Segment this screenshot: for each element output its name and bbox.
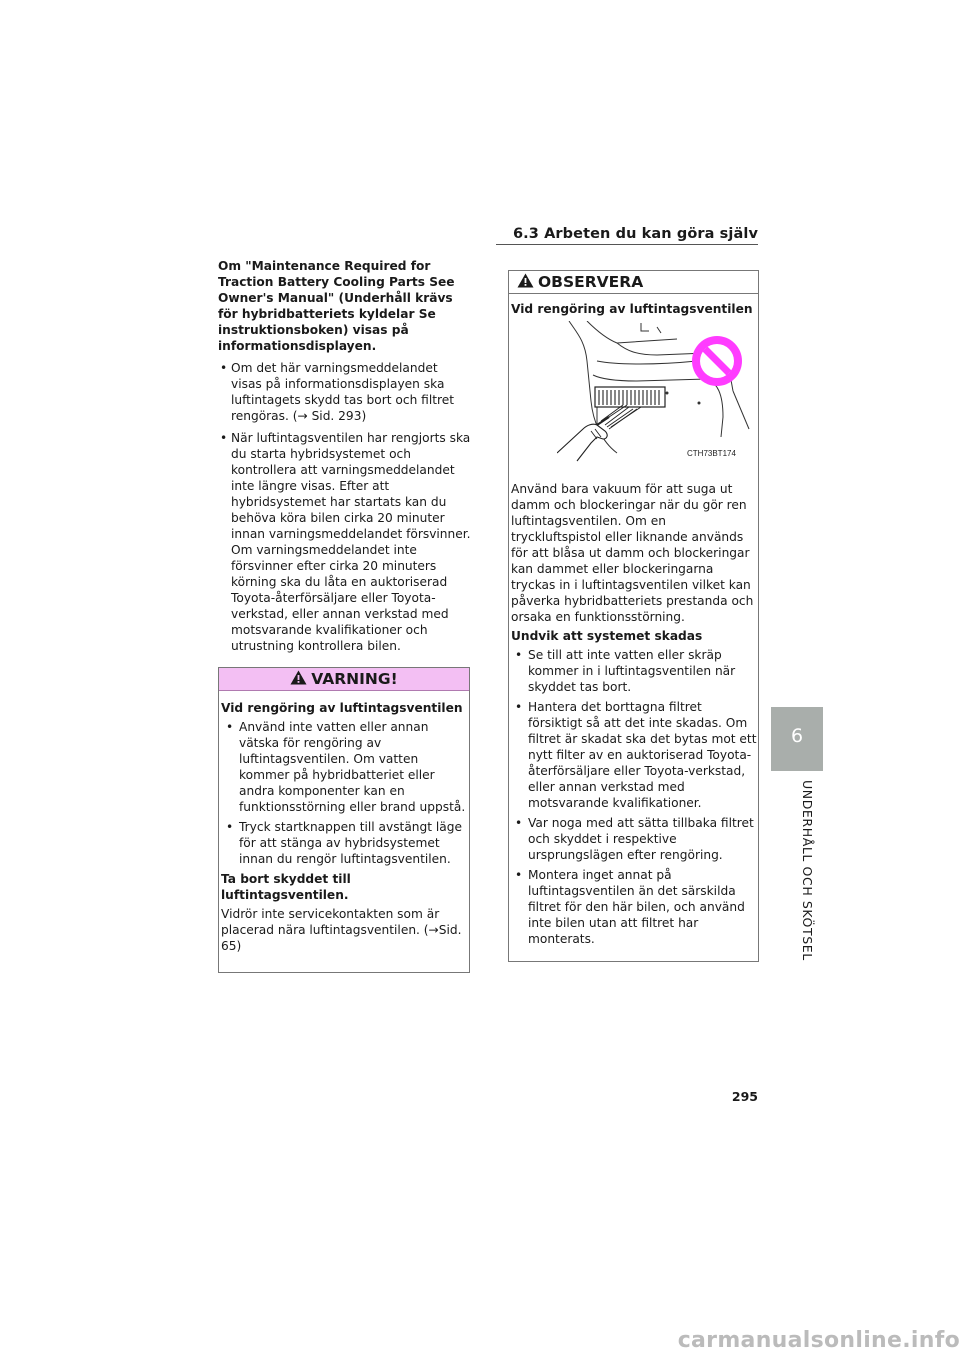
list-item-text: Hantera det borttagna filtret försiktigt så att det inte skadas. Om filtret är skadat ska det bytas mot ett nytt filter av en auktoriserad Toyota-återförsäljare eller Toyota-verkstad, eller annan verkstad med motsvarande kvalifikationer.	[528, 700, 757, 810]
air-vent-cleaning-illustration	[557, 321, 757, 463]
left-bullet-list	[218, 360, 472, 654]
list-item	[511, 647, 757, 695]
notice-title: OBSERVERA	[538, 273, 644, 291]
list-item	[511, 867, 757, 947]
section-heading: Om "Maintenance Required for Traction Battery Cooling Parts See Owner's Manual" (Underhåll krävs för hybridbatteriets kyldelar Se instruktionsboken) visas på informationsdisplayen.	[218, 259, 455, 353]
warning-text: Vidrör inte servicekontakten som är placerad nära luftintagsventilen. (→Sid. 65)	[221, 907, 462, 953]
list-item-text: • Om det här varningsmeddelandet visas på informationsdisplayen ska luftintagets skydd tas bort och filtret rengöras. (→ Sid. 293)	[231, 361, 455, 423]
warning-title: VARNING!	[311, 670, 398, 688]
warning-subheading-2: Ta bort skyddet till luftintagsventilen.	[221, 872, 351, 902]
notice-bullet-list	[511, 647, 757, 947]
notice-body	[511, 481, 757, 951]
warning-header	[219, 668, 469, 691]
warning-bullet-list	[221, 719, 466, 867]
list-item	[511, 699, 757, 811]
notice-box	[508, 270, 759, 962]
page-number: 295	[731, 1089, 758, 1104]
list-item-text: Använd inte vatten eller annan vätska för rengöring av luftintagsventilen. Om vatten kommer på hybridbatteriet eller andra komponenter kan en funktionsstörning eller brand uppstå.	[239, 720, 466, 814]
list-item-text: Var noga med att sätta tillbaka filtret och skyddet i respektive ursprungslägen efter rengöring.	[528, 816, 754, 862]
list-item-text: Tryck startknappen till avstängt läge för att stänga av hybridsystemet innan du rengör luftintagsventilen.	[239, 820, 463, 866]
left-column	[218, 258, 472, 660]
notice-subheading-2: Undvik att systemet skadas	[511, 629, 703, 643]
warning-subheading: Vid rengöring av luftintagsventilen	[221, 701, 463, 715]
header-divider	[496, 244, 758, 245]
list-item	[511, 815, 757, 863]
list-item	[221, 719, 466, 815]
section-title: 6.3 Arbeten du kan göra själv	[512, 226, 758, 242]
notice-text: Använd bara vakuum för att suga ut damm och blockeringar när du gör ren luftintagsventilen. Om en tryckluftspistol eller liknande används för att blåsa ut damm och blockeringar kan dammet eller blockeringarna tryckas in i luftintagsventilen vilket kan påverka hybridbatteriets prestanda och orsaka en funktionsstörning.	[511, 482, 754, 624]
chapter-number: 6	[790, 725, 804, 747]
notice-header	[509, 271, 758, 294]
warning-triangle-icon	[290, 670, 307, 689]
caution-triangle-icon	[517, 273, 534, 292]
list-item	[218, 360, 472, 424]
list-item	[218, 430, 472, 654]
chapter-label: UNDERHÅLL OCH SKÖTSEL	[800, 780, 815, 961]
notice-subheading: Vid rengöring av luftintagsventilen	[511, 302, 753, 316]
list-item-text: • När luftintagsventilen har rengjorts ska du starta hybridsystemet och kontrollera att varningsmeddelandet inte längre visas. Efter att hybridsystemet har startats kan du behöva köra bilen cirka 20 minuter innan varningsmeddelandet försvinner. Om varningsmeddelandet inte försvinner efter cirka 20 minuters körning ska du låta en auktoriserad Toyota-återförsäljare eller Toyota-verkstad, eller annan verkstad med motsvarande kvalifikationer och utrustning kontrollera bilen.	[231, 431, 471, 653]
warning-box	[218, 667, 470, 973]
image-code: CTH73BT174	[687, 449, 736, 458]
warning-body	[219, 691, 469, 954]
list-item-text: Montera inget annat på luftintagsventilen än det särskilda filtret för den här bilen, och använd inte bilen utan att filtret har monterats.	[528, 868, 745, 946]
list-item-text: Se till att inte vatten eller skräp kommer in i luftintagsventilen när skyddet tas bort.	[528, 648, 736, 694]
list-item	[221, 819, 466, 867]
footer-watermark[interactable]: carmanualsonline.info	[677, 1328, 960, 1353]
